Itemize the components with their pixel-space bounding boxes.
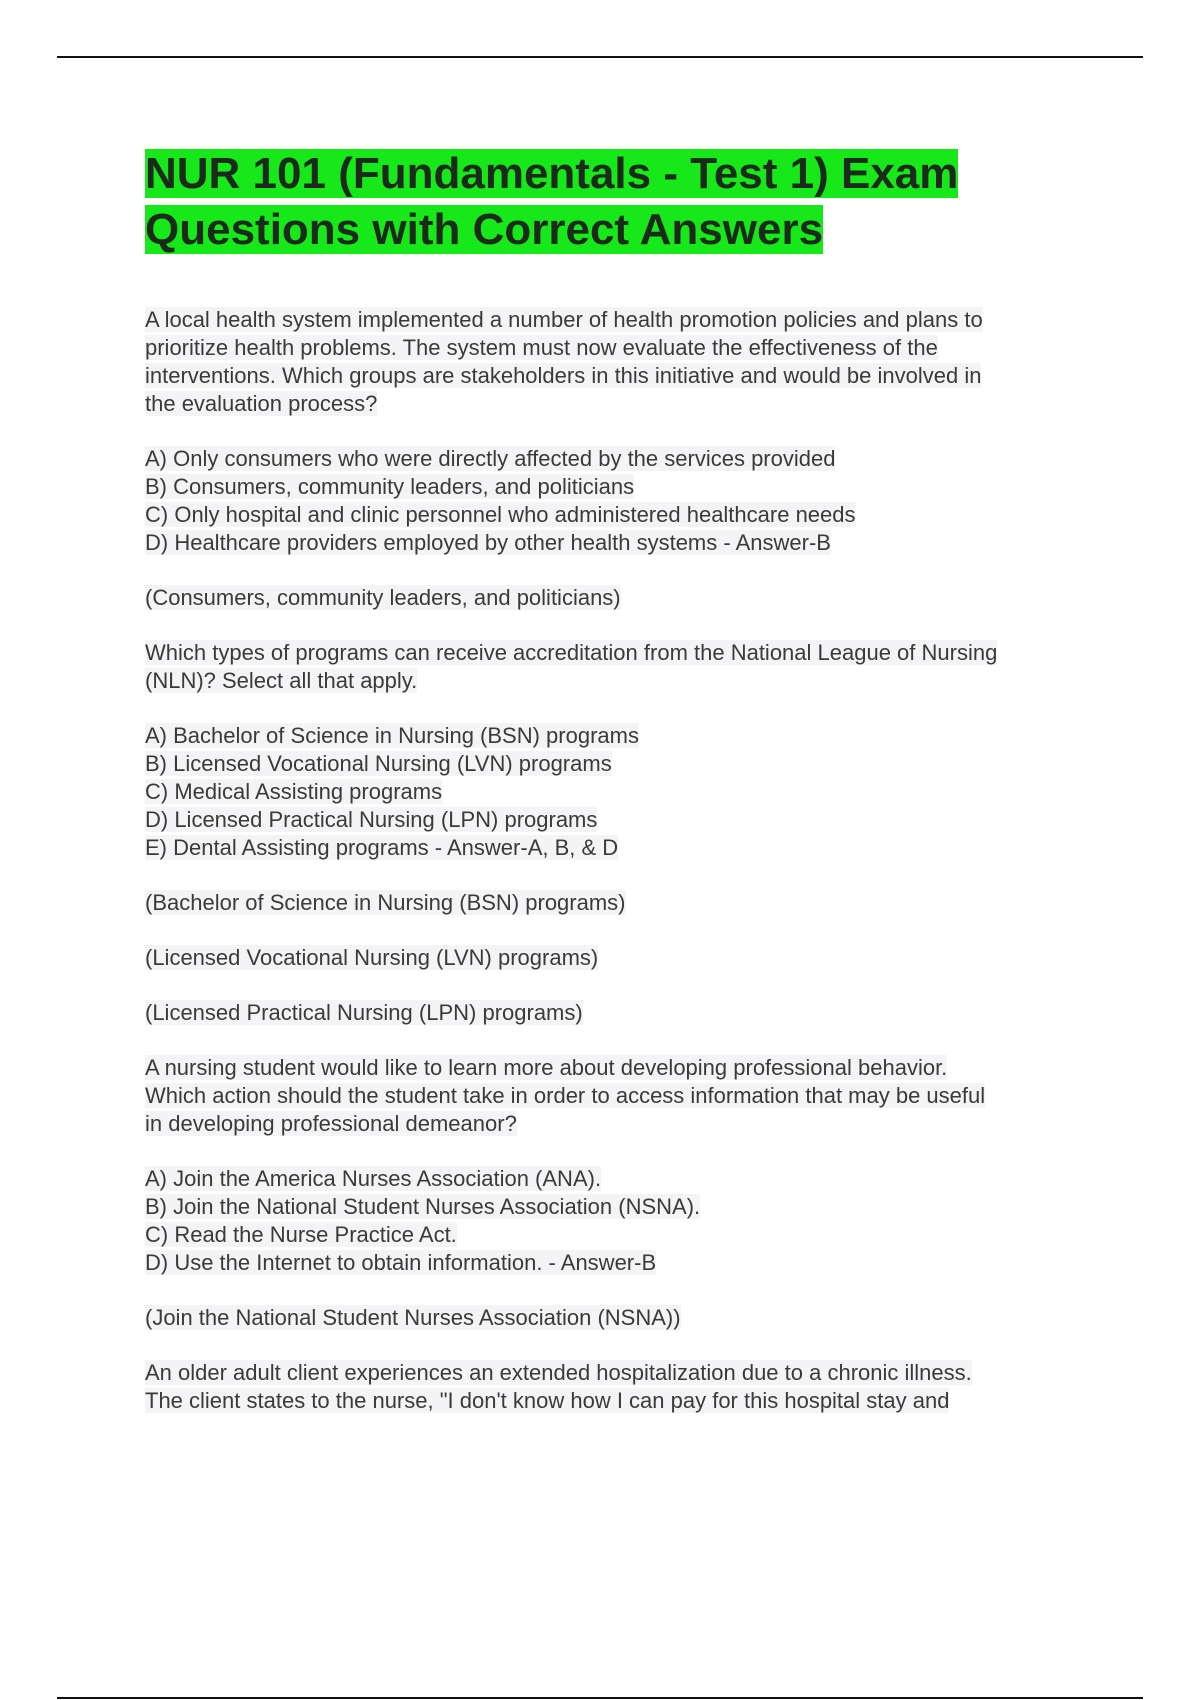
text-line [145,889,1085,917]
text-line-content: Which types of programs can receive accreditation from the National League of Nursing [145,640,998,665]
text-line [145,806,1085,834]
text-line-content: (Bachelor of Science in Nursing (BSN) programs) [145,890,626,915]
top-rule [57,56,1143,58]
paragraph-gap [145,695,1085,722]
text-paragraph [145,1054,1085,1138]
text-paragraph [145,306,1085,418]
text-line [145,1304,1085,1332]
paragraph-gap [145,557,1085,584]
paragraph-gap [145,418,1085,445]
text-line [145,778,1085,806]
text-line-content: C) Read the Nurse Practice Act. [145,1222,457,1247]
text-line-content: prioritize health problems. The system must now evaluate the effectiveness of the [145,335,938,360]
text-line [145,501,1085,529]
text-line [145,999,1085,1027]
page-content [145,146,1085,1415]
text-line-content: D) Licensed Practical Nursing (LPN) programs [145,807,598,832]
text-line-content: Which action should the student take in order to access information that may be useful [145,1083,986,1108]
bottom-rule [57,1697,1143,1699]
text-line [145,1054,1085,1082]
text-line-content: A) Only consumers who were directly affected by the services provided [145,446,836,471]
text-line-content: D) Use the Internet to obtain information. - Answer-B [145,1250,657,1275]
text-line [145,1110,1085,1138]
text-line [145,1082,1085,1110]
text-line [145,584,1085,612]
text-line-content: (Licensed Vocational Nursing (LVN) programs) [145,945,599,970]
text-line-content: interventions. Which groups are stakeholders in this initiative and would be involved in [145,363,982,388]
text-line [145,390,1085,418]
text-line [145,834,1085,862]
text-paragraph [145,1359,1085,1415]
text-line-content: A local health system implemented a number of health promotion policies and plans to [145,307,983,332]
paragraph-gap [145,862,1085,889]
text-line [145,529,1085,557]
text-line [145,667,1085,695]
text-line-content: (Consumers, community leaders, and politicians) [145,585,621,610]
text-line-content: D) Healthcare providers employed by other health systems - Answer-B [145,530,831,555]
text-line [145,473,1085,501]
text-line [145,750,1085,778]
text-line-content: A nursing student would like to learn more about developing professional behavior. [145,1055,948,1080]
text-line-content: in developing professional demeanor? [145,1111,517,1136]
text-line [145,722,1085,750]
text-line-content: E) Dental Assisting programs - Answer-A, B, & D [145,835,619,860]
paragraph-gap [145,1332,1085,1359]
text-line-content: (Join the National Student Nurses Association (NSNA)) [145,1305,681,1330]
text-paragraph [145,445,1085,557]
text-line [145,1387,1085,1415]
text-line [145,1359,1085,1387]
document-body [145,306,1085,1415]
text-line-content: B) Consumers, community leaders, and politicians [145,474,635,499]
text-paragraph [145,584,1085,612]
text-line-content: A) Join the America Nurses Association (ANA). [145,1166,602,1191]
text-line [145,306,1085,334]
text-line-content: An older adult client experiences an extended hospitalization due to a chronic illness. [145,1360,972,1385]
text-line [145,445,1085,473]
text-line-content: (NLN)? Select all that apply. [145,668,418,693]
text-line-content: A) Bachelor of Science in Nursing (BSN) programs [145,723,639,748]
text-line-content: B) Licensed Vocational Nursing (LVN) programs [145,751,612,776]
paragraph-gap [145,917,1085,944]
text-line-content: (Licensed Practical Nursing (LPN) programs) [145,1000,583,1025]
text-line [145,1249,1085,1277]
text-paragraph [145,999,1085,1027]
paragraph-gap [145,1138,1085,1165]
text-line [145,1193,1085,1221]
title-line: Questions with Correct Answers [145,205,824,254]
text-line-content: C) Only hospital and clinic personnel who administered healthcare needs [145,502,856,527]
text-paragraph [145,1304,1085,1332]
text-paragraph [145,722,1085,862]
paragraph-gap [145,612,1085,639]
text-line [145,1165,1085,1193]
paragraph-gap [145,1277,1085,1304]
text-line [145,639,1085,667]
text-paragraph [145,639,1085,695]
text-line [145,334,1085,362]
text-line [145,944,1085,972]
text-line [145,362,1085,390]
document-title [145,146,1085,258]
text-paragraph [145,1165,1085,1277]
text-line-content: the evaluation process? [145,391,378,416]
text-line-content: B) Join the National Student Nurses Association (NSNA). [145,1194,701,1219]
text-paragraph [145,889,1085,917]
text-paragraph [145,944,1085,972]
title-line: NUR 101 (Fundamentals - Test 1) Exam [145,149,959,198]
text-line [145,1221,1085,1249]
paragraph-gap [145,1027,1085,1054]
text-line-content: The client states to the nurse, "I don't know how I can pay for this hospital stay and [145,1388,950,1413]
text-line-content: C) Medical Assisting programs [145,779,443,804]
paragraph-gap [145,972,1085,999]
title-highlight [145,149,958,254]
